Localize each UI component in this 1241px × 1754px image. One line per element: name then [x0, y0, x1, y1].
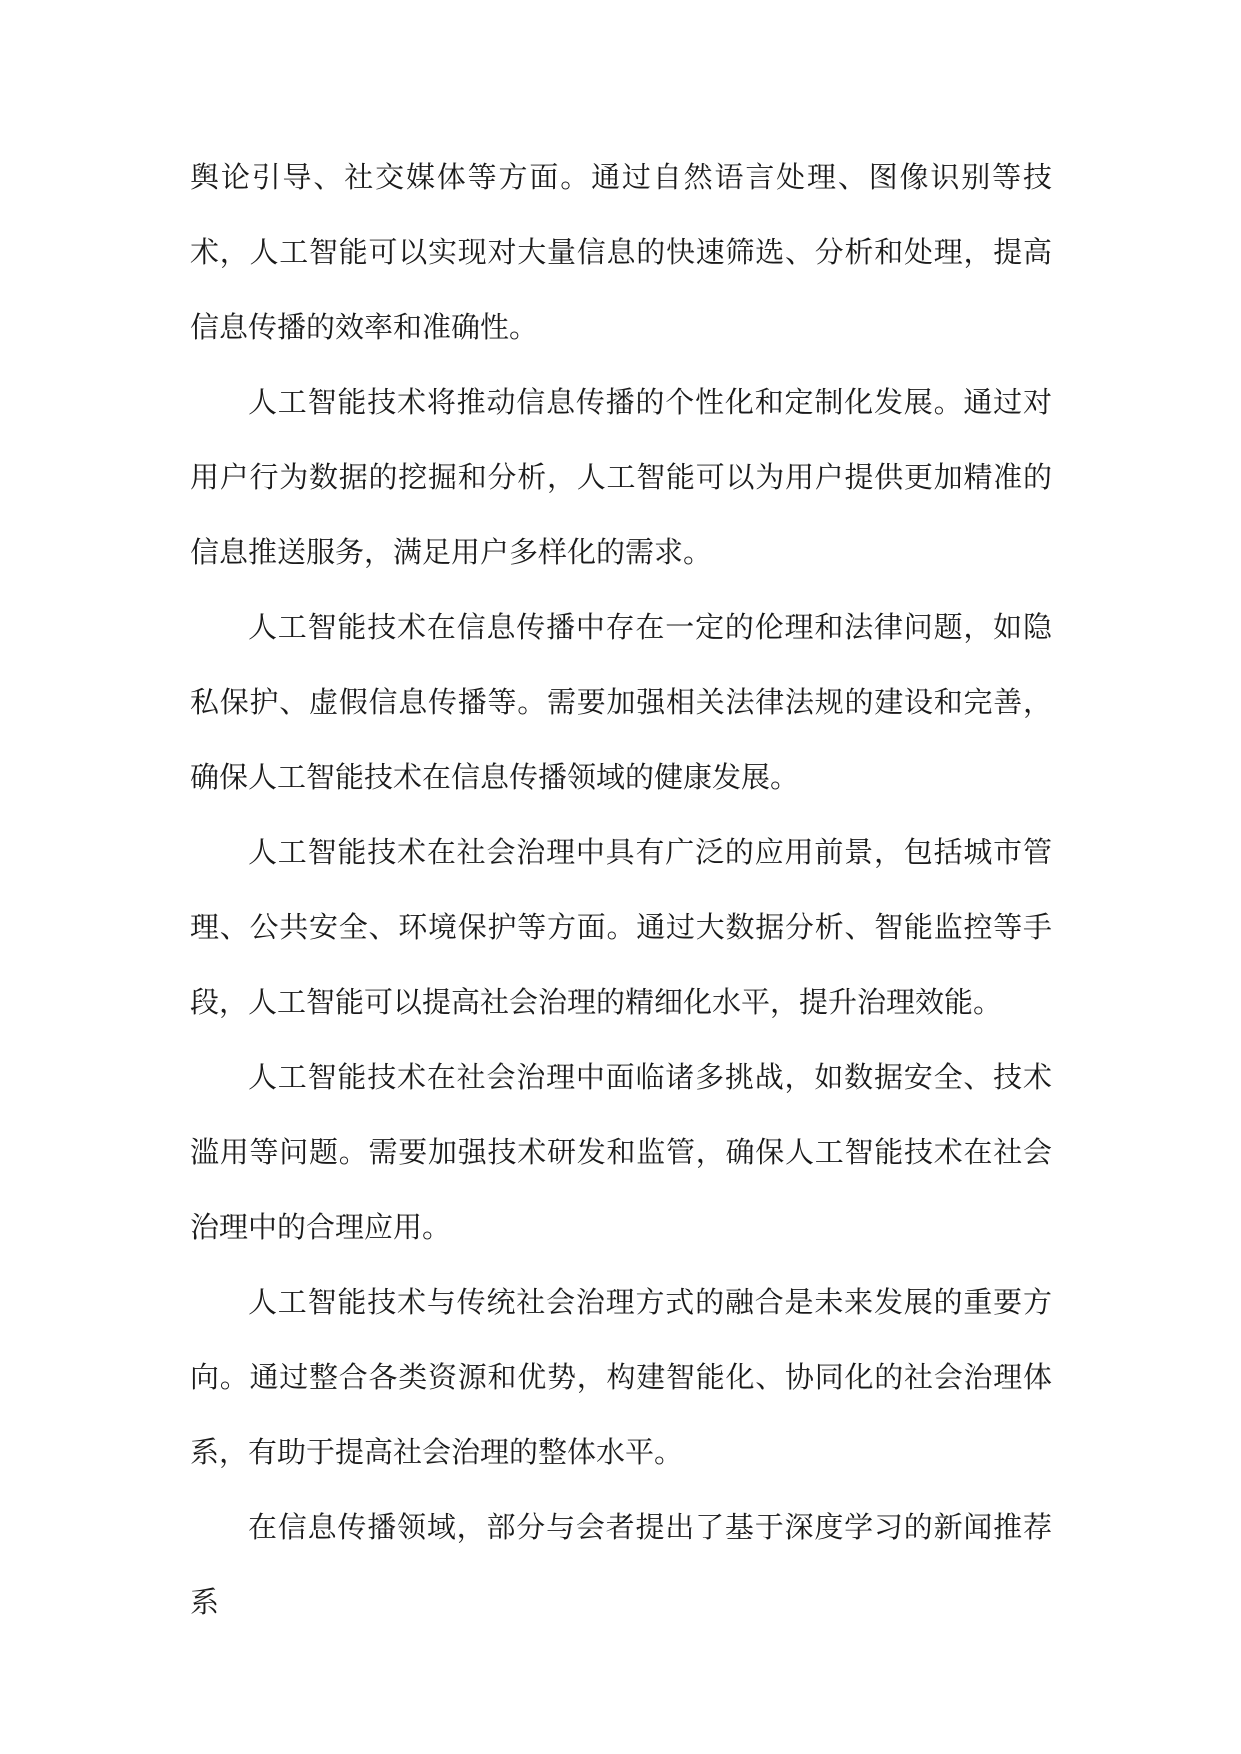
paragraph-6: 人工智能技术与传统社会治理方式的融合是未来发展的重要方向。通过整合各类资源和优势，构建智能化、协同化的社会治理体系，有助于提高社会治理的整体水平。	[190, 1285, 1052, 1469]
paragraph-5: 人工智能技术在社会治理中面临诸多挑战，如数据安全、技术滥用等问题。需要加强技术研发和监管，确保人工智能技术在社会治理中的合理应用。	[190, 1060, 1052, 1244]
paragraph-2: 人工智能技术将推动信息传播的个性化和定制化发展。通过对用户行为数据的挖掘和分析，人工智能可以为用户提供更加精准的信息推送服务，满足用户多样化的需求。	[190, 385, 1052, 569]
paragraph-3: 人工智能技术在信息传播中存在一定的伦理和法律问题，如隐私保护、虚假信息传播等。需要加强相关法律法规的建设和完善，确保人工智能技术在信息传播领域的健康发展。	[190, 610, 1052, 794]
document-body	[190, 140, 1052, 1640]
paragraph-7: 在信息传播领域，部分与会者提出了基于深度学习的新闻推荐系	[190, 1510, 1052, 1619]
paragraph-4: 人工智能技术在社会治理中具有广泛的应用前景，包括城市管理、公共安全、环境保护等方面。通过大数据分析、智能监控等手段，人工智能可以提高社会治理的精细化水平，提升治理效能。	[190, 835, 1052, 1019]
paragraph-1: 舆论引导、社交媒体等方面。通过自然语言处理、图像识别等技术，人工智能可以实现对大量信息的快速筛选、分析和处理，提高信息传播的效率和准确性。	[190, 160, 1052, 344]
